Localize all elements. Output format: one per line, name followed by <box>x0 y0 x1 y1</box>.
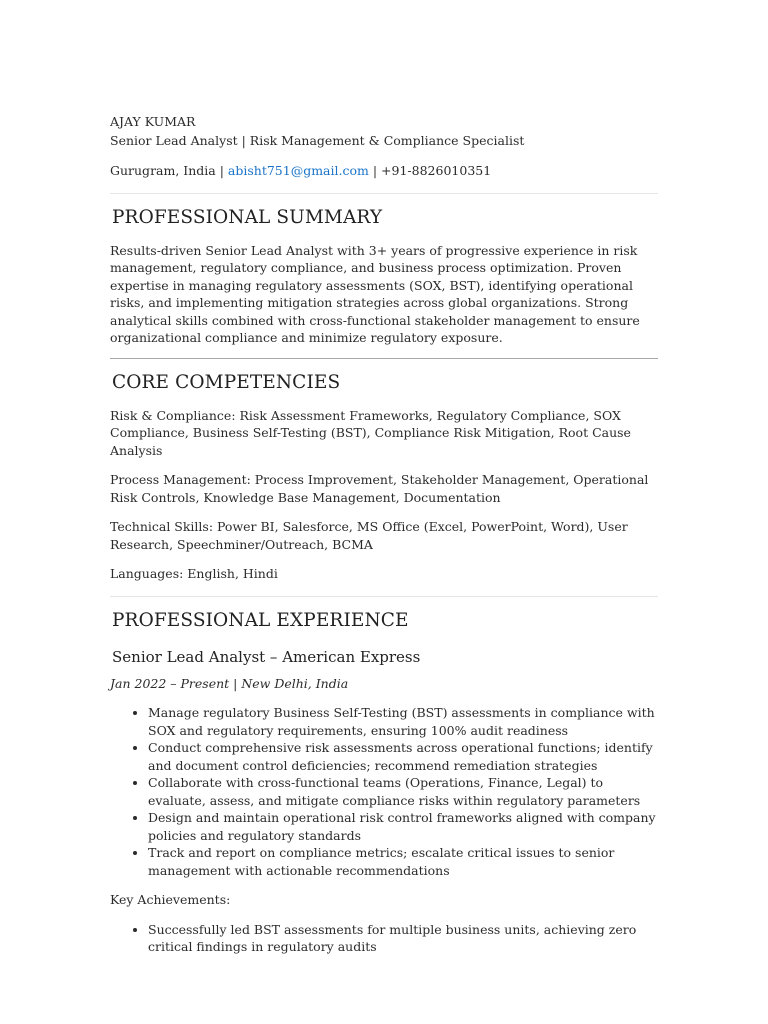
divider <box>110 193 658 194</box>
contact-phone: | +91-8826010351 <box>372 163 492 178</box>
list-item: • Manage regulatory Business Self-Testing (BST) assessments in compliance with SOX and regulatory requirements, ensuring 100% audit readiness <box>148 704 658 739</box>
competency-process-management: Process Management: Process Improvement, Stakeholder Management, Operational Risk Controls, Knowledge Base Management, Documentation <box>110 472 649 505</box>
competency-languages: Languages: English, Hindi <box>110 566 278 581</box>
responsibility-list <box>110 704 658 879</box>
candidate-title: Senior Lead Analyst | Risk Management & Compliance Specialist <box>110 132 525 148</box>
contact-location: Gurugram, India | <box>110 163 224 178</box>
list-item: • Track and report on compliance metrics; escalate critical issues to senior management with actionable recommendations <box>148 844 658 879</box>
resume-page <box>110 113 658 956</box>
achievements-label: Key Achievements: <box>110 892 231 907</box>
contact-line <box>110 162 658 180</box>
summary-heading: PROFESSIONAL SUMMARY <box>112 206 383 228</box>
summary-text: Results-driven Senior Lead Analyst with 3+ years of progressive experience in risk management, regulatory compliance, and business process optimization. Proven expertise in managing regulatory assessments (SOX, BST), identifying operational risks, and implementing mitigation strategies across global organizations. Strong analytical skills combined with cross-functional stakeholder management to ensure organizational compliance and minimize regulatory exposure. <box>110 242 640 345</box>
job-meta: Jan 2022 – Present | New Delhi, India <box>110 675 349 691</box>
competencies-heading: CORE COMPETENCIES <box>112 371 341 393</box>
list-item: • Design and maintain operational risk control frameworks aligned with company policies and regulatory standards <box>148 809 658 844</box>
competency-risk-compliance: Risk & Compliance: Risk Assessment Frameworks, Regulatory Compliance, SOX Compliance, Business Self-Testing (BST), Compliance Risk Mitigation, Root Cause Analysis <box>110 407 631 458</box>
email-link[interactable]: abisht751@gmail.com <box>227 163 369 178</box>
competency-technical-skills: Technical Skills: Power BI, Salesforce, MS Office (Excel, PowerPoint, Word), User Research, Speechminer/Outreach, BCMA <box>110 519 628 552</box>
job-title: Senior Lead Analyst – American Express <box>112 647 421 666</box>
divider <box>110 596 658 597</box>
divider <box>110 358 658 359</box>
list-item: • Conduct comprehensive risk assessments across operational functions; identify and document control deficiencies; recommend remediation strategies <box>148 739 658 774</box>
list-item: • Collaborate with cross-functional teams (Operations, Finance, Legal) to evaluate, assess, and mitigate compliance risks within regulatory parameters <box>148 774 658 809</box>
achievements-list <box>110 921 658 956</box>
list-item: • Successfully led BST assessments for multiple business units, achieving zero critical findings in regulatory audits <box>148 921 658 956</box>
experience-heading: PROFESSIONAL EXPERIENCE <box>112 609 409 631</box>
candidate-name: AJAY KUMAR <box>110 114 196 129</box>
